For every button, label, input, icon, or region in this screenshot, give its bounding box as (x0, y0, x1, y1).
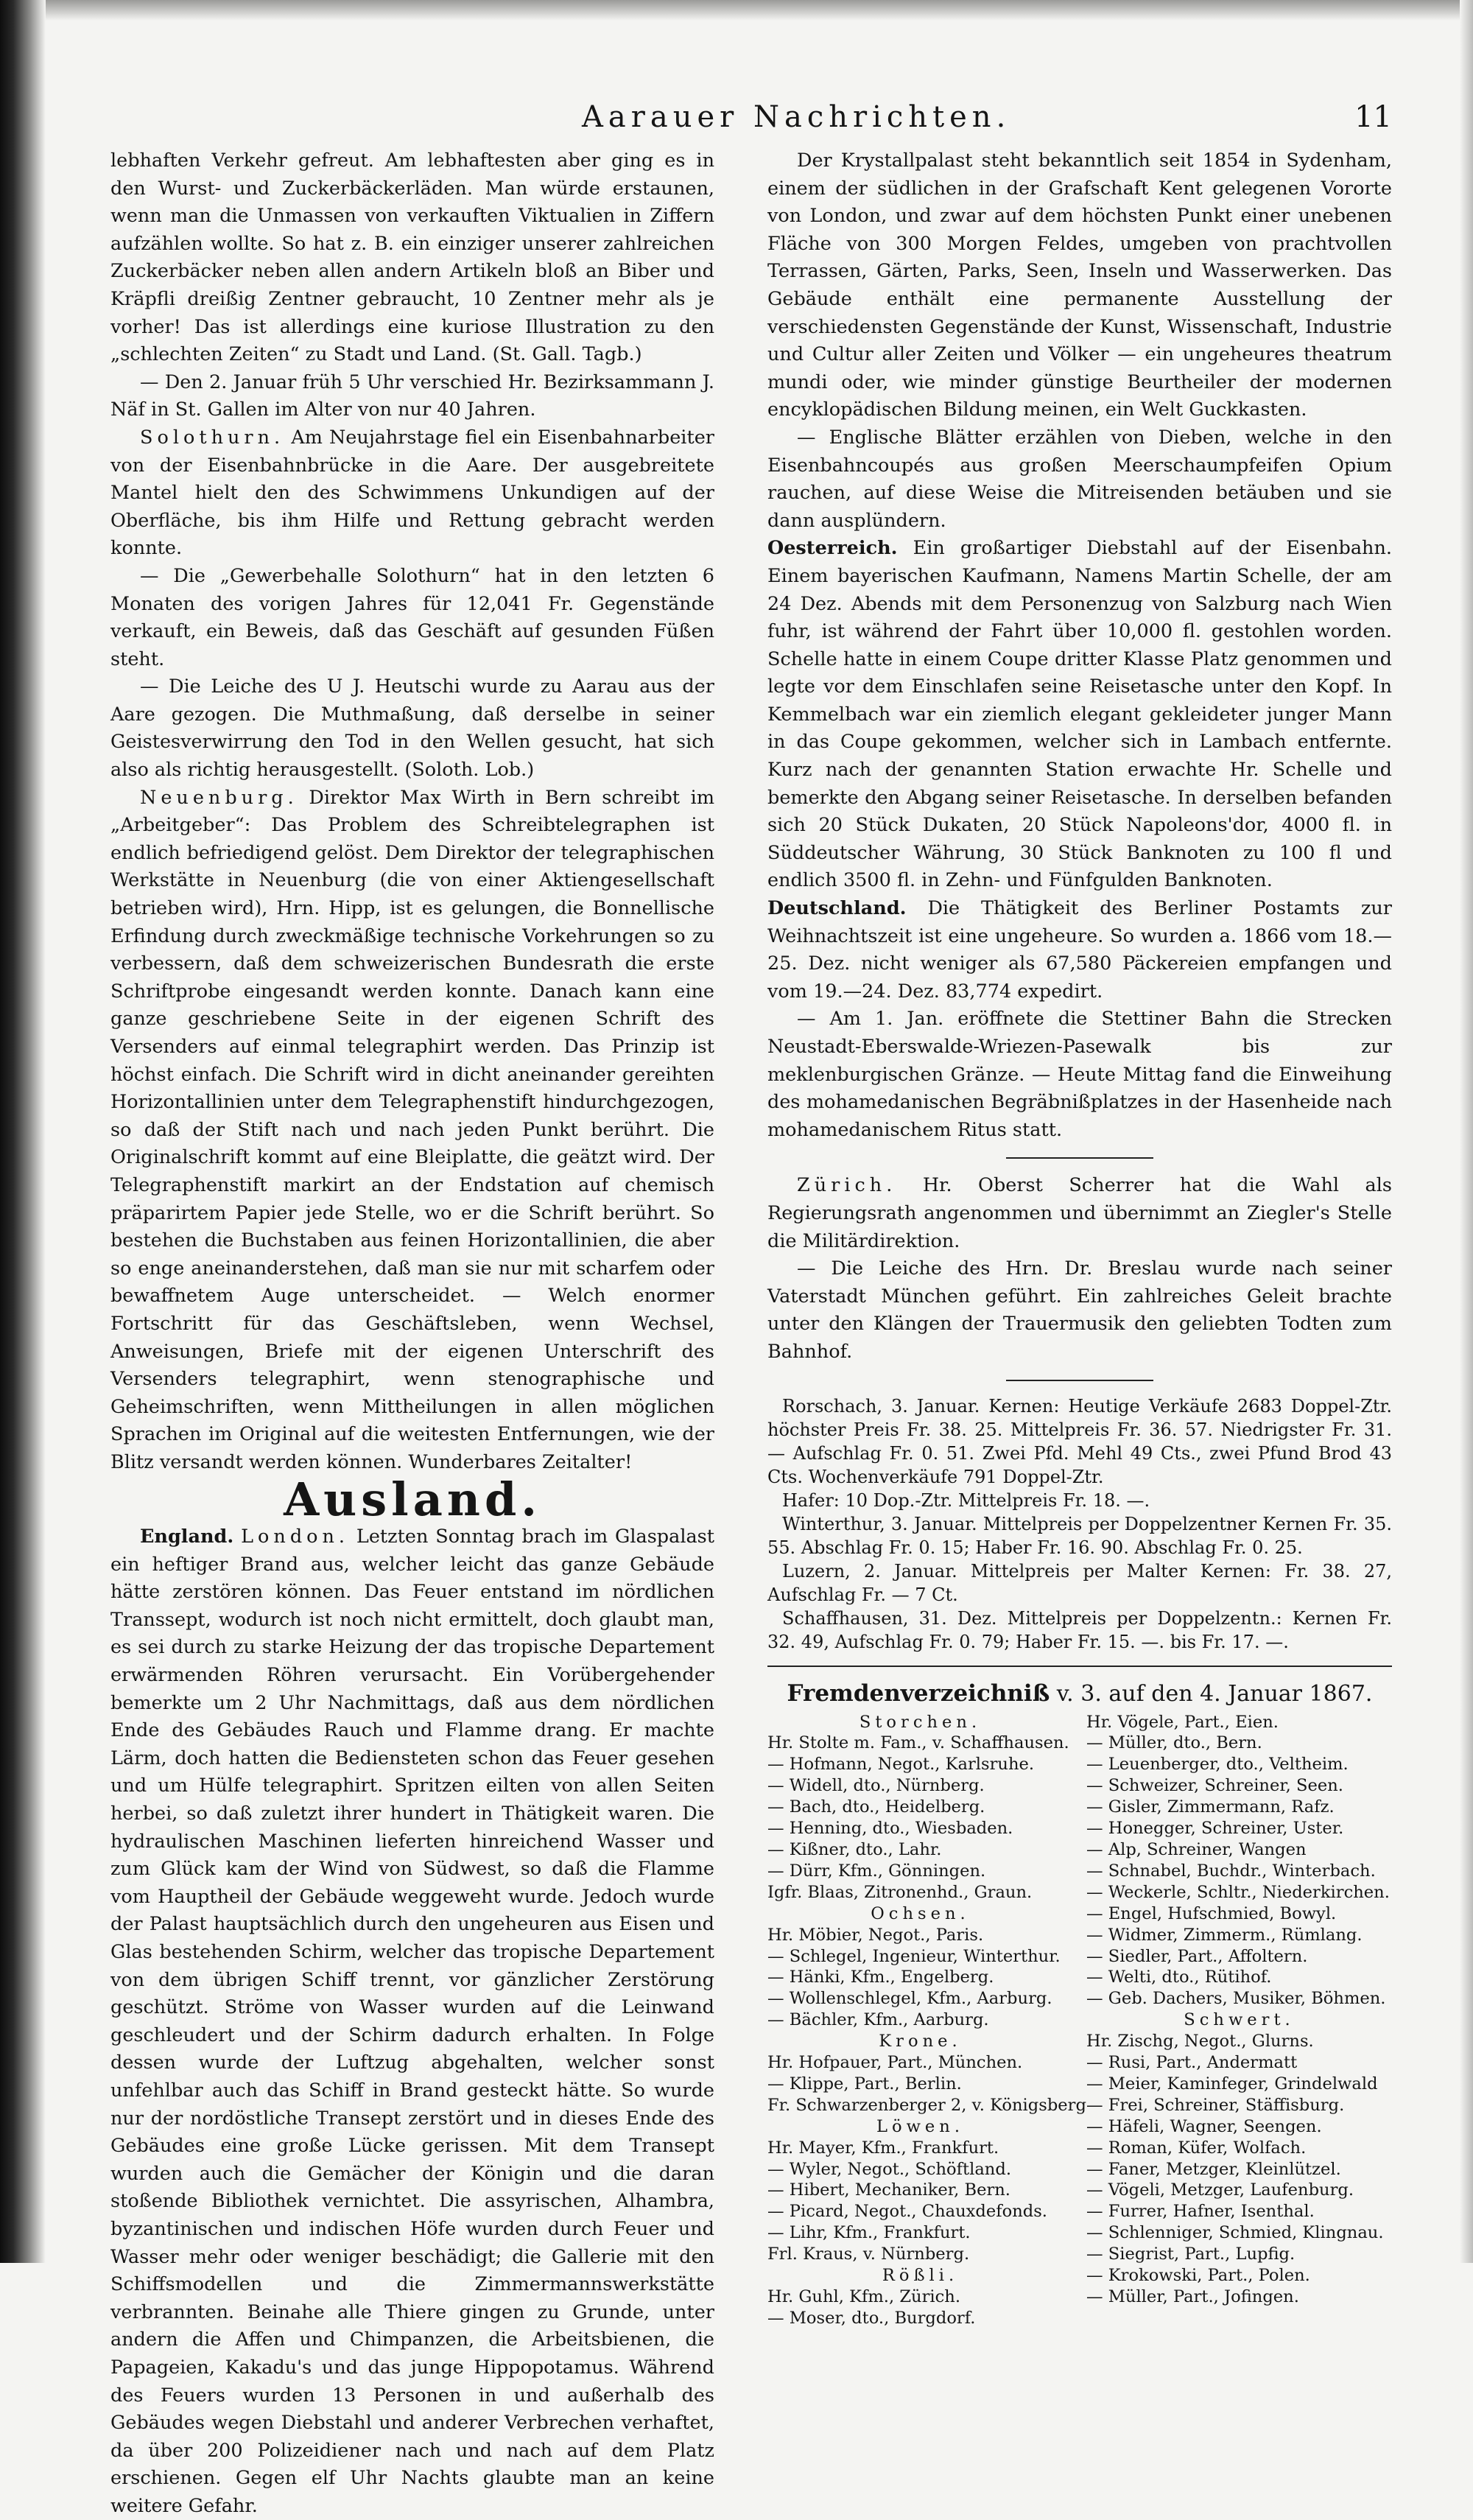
guest-entry: — Müller, Part., Jofingen. (1086, 2287, 1299, 2306)
guest-entry: — Moser, dto., Burgdorf. (767, 2308, 976, 2328)
guest-entry: — Schlenniger, Schmied, Klingnau. (1086, 2223, 1384, 2243)
guest-entry: — Frei, Schreiner, Stäffisburg. (1086, 2095, 1345, 2115)
country-oesterreich: Oesterreich. (767, 537, 898, 560)
guest-entry: — Hofmann, Negot., Karlsruhe. (767, 1755, 1035, 1775)
right-column (767, 147, 1392, 2329)
article-text: Ein großartiger Diebstahl auf der Eisenbahn. Einem bayerischen Kaufmann, Namens Martin Schelle, der am 24 Dez. Abends mit dem Personenzug von Salzburg nach Wien fuhr, ist während der Fahrt über 10,000 fl. gestohlen worden. Schelle hatte in einem Coupe dritter Klasse Platz genommen und legte vor dem Einschlafen seine Reisetasche unter den Kopf. In Kemmelbach war ein ziemlich elegant gekleideter junger Mann in das Coupe gekommen, welcher sich in Lambach entfernte. Kurz nach der genannten Station erwachte Hr. Schelle und bemerkte den Abgang seiner Reisetasche. In derselben befanden sich 20 Stück Dukaten, 20 Stück Napoleons'dor, 4000 fl. in Süddeutscher Währung, 30 Stück Banknoten zu 100 fl und endlich 3500 fl. in Zehn- und Fünfgulden Banknoten. (767, 537, 1392, 892)
guest-list-right-column (1086, 1712, 1392, 2329)
guest-entry: — Schlegel, Ingenieur, Winterthur. (767, 1946, 1061, 1966)
placename-neuenburg: Neuenburg. (140, 786, 298, 809)
guest-entry: Hr. Stolte m. Fam., v. Schaffhausen. (767, 1733, 1069, 1753)
hotel-heading: Ochsen. (871, 1903, 970, 1923)
market-rorschach-hafer: Hafer: 10 Dop.-Ztr. Mittelpreis Fr. 18. —. (782, 1489, 1150, 1511)
guest-entry: — Leuenberger, dto., Veltheim. (1086, 1755, 1349, 1775)
guest-entry: — Wollenschlegel, Kfm., Aarburg. (767, 1989, 1052, 2009)
guest-entry: — Welti, dto., Rütihof. (1086, 1968, 1272, 1987)
article-stettiner-bahn: — Am 1. Jan. eröffnete die Stettiner Bahn die Strecken Neustadt-Eberswalde-Wriezen-Pasewalk bis zur meklenburgischen Gränze. — Heute Mittag fand die Einweihung des mohamedanischen Begräbnißplatzes in der Hasenheide nach mohamedanischem Ritus statt. (767, 1008, 1392, 1141)
country-deutschland: Deutschland. (767, 897, 907, 920)
guest-entry: — Klippe, Part., Berlin. (767, 2074, 962, 2093)
market-rorschach: Rorschach, 3. Januar. Kernen: Heutige Verkäufe 2683 Doppel-Ztr. höchster Preis Fr. 38. 25. Mittelpreis Fr. 36. 57. Niedrigster Fr. 31. — Aufschlag Fr. 0. 51. Zwei Pfd. Mehl 49 Cts., zwei Pfund Brod 43 Cts. Wochenverkäufe 791 Doppel-Ztr. (767, 1395, 1392, 1487)
article-gewerbehalle: — Die „Gewerbehalle Solothurn“ hat in den letzten 6 Monaten des vorigen Jahres für 12,041 Fr. Gegenstände verkauft, ein Beweis, daß das Geschäft auf gesunden Füßen steht. (110, 564, 714, 670)
market-luzern: Luzern, 2. Januar. Mittelpreis per Malter Kernen: Fr. 38. 27, Aufschlag Fr. — 7 Ct. (767, 1560, 1392, 1605)
guest-entry: — Picard, Negot., Chauxdefonds. (767, 2202, 1047, 2222)
guest-entry: Fr. Schwarzenberger 2, v. Königsberg (767, 2095, 1086, 2115)
guest-list-title (767, 1679, 1392, 1709)
scan-edge-right (1460, 0, 1473, 2263)
placename-zuerich: Zürich. (797, 1174, 897, 1197)
guest-entry: — Schnabel, Buchdr., Winterbach. (1086, 1861, 1376, 1881)
journal-title: Aarauer Nachrichten. (582, 100, 1011, 134)
guest-entry: Hr. Hofpauer, Part., München. (767, 2053, 1023, 2073)
article-opium-thieves: — Englische Blätter erzählen von Dieben, welche in den Eisenbahncoupés aus großen Meerschaumpfeifen Opium rauchen, auf diese Weise die Mitreisenden betäuben und sie dann ausplündern. (767, 426, 1392, 532)
guest-entry: Hr. Zischg, Negot., Glurns. (1086, 2032, 1314, 2052)
guest-entry: — Krokowski, Part., Polen. (1086, 2266, 1310, 2286)
guest-entry: — Alp, Schreiner, Wangen (1086, 1839, 1307, 1859)
article-text: Die Thätigkeit des Berliner Postamts zur Weihnachtszeit ist eine ungeheure. So wurden a. 1866 vom 18.—25. Dez. nicht weniger als 67,580 Päckereien empfangen und vom 19.—24. Dez. 83,774 expedirt. (767, 897, 1392, 1003)
guest-entry: — Siegrist, Part., Lupfig. (1086, 2245, 1296, 2264)
guest-entry: — Dürr, Kfm., Gönningen. (767, 1861, 986, 1881)
article-text: Letzten Sonntag brach im Glaspalast ein heftiger Brand aus, welcher leicht das ganze Gebäude hätte zerstören können. Das Feuer entstand im nördlichen Transsept, wodurch ist noch nicht ermittelt, doch glaubt man, es sei durch zu starke Heizung der das tropische Departement erwärmenden Röhren verursacht. Ein Vorübergehender bemerkte um 2 Uhr Nachmittags, daß aus dem nördlichen Ende des Gebäudes Rauch und Flamme drang. Er machte Lärm, doch hatten die Bediensteten schon das Feuer gesehen und um Hülfe telegraphirt. Spritzen eilten von allen Seiten herbei, so daß zuletzt ihrer hundert in Thätigkeit waren. Die hydraulischen Maschinen lieferten hinreichend Wasser und zum Glück kam der Wind von Südwest, so daß die Flamme vom Hauptheil der Gebäude weggeweht wurde. Jedoch wurde der Palast hauptsächlich durch den ungeheuren aus Eisen und Glas bestehenden Schirm, welcher das tropische Departement von dem übrigen Schiff trennt, vor gänzlicher Zerstörung geschützt. Ströme von Wasser wurden auf die Leinwand geschleudert und der Schirm dadurch erhalten. In Folge dessen wurde der Luftzug abgehalten, welcher sonst unfehlbar auch das Schiff in Brand gesteckt hätte. So wurde nur der nordöstliche Transept zerstört und in dieses Ende des Gebäudes eine große Lücke gerissen. Mit dem Transept wurden auch die Gemächer der Königin und die daran stoßende Bibliothek vernichtet. Die assyrischen, Alhambra, byzantinischen und indischen Höfe wurden durch Feuer und Wasser mehr oder weniger beschädigt; die Gallerie mit den Schiffsmodellen und die Zimmermannswerkstätte verbrannten. Beinahe alle Thiere gingen zu Grunde, unter andern die Affen und Chimpanzen, die Arbeitsbienen, die Papageien, Kakadu's und das junge Hippopotamus. Während des Feuers wurden 13 Personen in und außerhalb des Gebäudes wegen Diebstahl und anderer Verbrechen verhaftet, da über 200 Polizeidiener nach und nach auf dem Platz erschienen. Gegen elf Uhr Nachts glaubte man an keine weitere Gefahr. (110, 1526, 715, 2517)
guest-entry: — Vögeli, Metzger, Laufenburg. (1086, 2180, 1354, 2200)
article-st-gallen-obituary: — Den 2. Januar früh 5 Uhr verschied Hr. Bezirksammann J. Näf in St. Gallen im Alter von nur 40 Jahren. (110, 371, 714, 421)
guest-entry: — Geb. Dachers, Musiker, Böhmen. (1086, 1989, 1386, 2009)
guest-entry: — Hänki, Kfm., Engelberg. (767, 1968, 994, 1987)
article-heutschi: — Die Leiche des U J. Heutschi wurde zu Aarau aus der Aare gezogen. Die Muthmaßung, daß derselbe in seiner Geistesverwirrung den Tod in den Wellen gesucht, hat sich also als richtig herausgestellt. (Soloth. Lob.) (110, 675, 714, 782)
guest-entry: — Bach, dto., Heidelberg. (767, 1797, 985, 1817)
guest-entry: — Honegger, Schreiner, Uster. (1086, 1819, 1344, 1839)
guest-entry: — Meier, Kaminfeger, Grindelwald (1086, 2074, 1378, 2093)
guest-entry: — Kißner, dto., Lahr. (767, 1839, 942, 1859)
scan-edge-top (0, 0, 1473, 21)
article-st-gallen-markets: lebhaften Verkehr gefreut. Am lebhaftesten aber ging es in den Wurst- und Zuckerbäckerläden. Man würde erstaunen, wenn man die Unmassen von verkauften Viktualien in Ziffern aufzählen wollte. So hat z. B. ein einziger unserer zahlreichen Zuckerbäcker neben allen andern Artikeln bloß an Biber und Kräpfli dreißig Zentner gebraucht, 10 Zentner mehr als je vorher! Das ist allerdings eine kuriose Illustration zu den „schlechten Zeiten“ zu Stadt und Land. (St. Gall. Tagb.) (110, 150, 714, 366)
article-austria-theft (767, 535, 1392, 895)
guest-entry: Hr. Möbier, Negot., Paris. (767, 1925, 984, 1945)
guest-entry: — Schweizer, Schreiner, Seen. (1086, 1776, 1343, 1796)
article-breslau-funeral: — Die Leiche des Hrn. Dr. Breslau wurde nach seiner Vaterstadt München geführt. Ein zahlreiches Geleit brachte unter den Klängen der Trauermusik den geliebten Todten zum Bahnhof. (767, 1257, 1392, 1363)
scan-edge-left (0, 0, 46, 2263)
article-text: Direktor Max Wirth in Bern schreibt im „Arbeitgeber“: Das Problem des Schreibtelegraphen ist endlich befriedigend gelöst. Dem Direktor der telegraphischen Werkstätte in Neuenburg (die von einer Aktiengesellschaft betrieben wird), Hrn. Hipp, ist es gelungen, die Bonnellische Erfindung durch zweckmäßige technische Vorkehrungen so zu verbessern, daß dem schweizerischen Bundesrath die erste Schriftprobe eingesandt werden konnte. Danach kann eine ganze geschriebene Seite in der eigenen Schrift des Versenders auf einmal telegraphirt werden. Das Prinzip ist höchst einfach. Die Schrift wird in dicht aneinander gereihten Horizontallinien unter dem Telegraphenstift hindurchgezogen, so daß der Stift nach und nach jeden Punkt berührt. Die Originalschrift kommt auf eine Bleiplatte, die geätzt wird. Der Telegraphenstift markirt an der Endstation auf chemisch präparirtem Papier jede Stelle, wo er die Schrift berührt. So bestehen die Buchstaben aus feinen Horizontallinien, die aber so enge aneinanderstehen, daß man sie nur mit scharfem oder bewaffnetem Auge unterscheidet. — Welch enormer Fortschritt für das Geschäftsleben, wenn Wechsel, Anweisungen, Briefe mit der eigenen Unterschrift des Versenders telegraphirt, wenn stenographische und Geheimschriften, wenn Mittheilungen in allen möglichen Sprachen im Original auf die weitesten Entfernungen, wie der Blitz versandt werden können. Wunderbares Zeitalter! (110, 786, 714, 1473)
guest-entry: — Henning, dto., Wiesbaden. (767, 1819, 1013, 1839)
market-reports (767, 1394, 1392, 1654)
market-winterthur: Winterthur, 3. Januar. Mittelpreis per Doppelzentner Kernen Fr. 35. 55. Abschlag Fr. 0. 15; Haber Fr. 16. 90. Abschlag Fr. 0. 25. (767, 1513, 1392, 1558)
guest-list (767, 1712, 1392, 2329)
guest-entry: — Rusi, Part., Andermatt (1086, 2053, 1298, 2073)
guest-entry: — Roman, Küfer, Wolfach. (1086, 2138, 1307, 2158)
article-text: Hr. Oberst Scherrer hat die Wahl als Regierungsrath angenommen und übernimmt an Ziegler's Stelle die Militärdirektion. (767, 1174, 1393, 1252)
market-schaffhausen: Schaffhausen, 31. Dez. Mittelpreis per Doppelzentn.: Kernen Fr. 32. 49, Aufschlag Fr. 0. 79; Haber Fr. 15. —. bis Fr. 17. —. (767, 1607, 1392, 1652)
guest-list-title-bold: Fremdenverzeichniß (787, 1680, 1050, 1707)
guest-entry: Hr. Guhl, Kfm., Zürich. (767, 2287, 961, 2306)
guest-entry: Igfr. Blaas, Zitronenhd., Graun. (767, 1882, 1033, 1902)
guest-entry: — Siedler, Part., Affoltern. (1086, 1946, 1308, 1966)
guest-entry: — Bächler, Kfm., Aarburg. (767, 2010, 989, 2030)
divider-rule-full (767, 1666, 1392, 1667)
article-text: Am Neujahrstage fiel ein Eisenbahnarbeiter von der Eisenbahnbrücke in die Aare. Der ausgebreitete Mantel hielt den des Schwimmens Unkundigen auf der Oberfläche, bis ihm Hilfe und Rettung gebracht werden konnte. (110, 426, 714, 560)
hotel-heading: Rößli. (882, 2266, 959, 2286)
guest-entry: — Widell, dto., Nürnberg. (767, 1776, 985, 1796)
country-england: England. (140, 1526, 234, 1548)
page-number: 11 (1354, 100, 1392, 134)
article-zuerich-scherrer (767, 1172, 1392, 1255)
article-solothurn-rescue (110, 424, 714, 563)
guest-list-title-date: v. 3. auf den 4. Januar 1867. (1056, 1680, 1373, 1707)
guest-entry: — Lihr, Kfm., Frankfurt. (767, 2223, 971, 2243)
hotel-heading: Storchen. (859, 1712, 982, 1732)
guest-entry: — Gisler, Zimmermann, Rafz. (1086, 1797, 1335, 1817)
guest-entry: Hr. Vögele, Part., Eien. (1086, 1712, 1279, 1732)
guest-entry: — Furrer, Hafner, Isenthal. (1086, 2202, 1315, 2222)
article-crystal-palace: Der Krystallpalast steht bekanntlich seit 1854 in Sydenham, einem der südlichen in der Grafschaft Kent gelegenen Vororte von London, und zwar auf dem höchsten Punkt einer unebenen Fläche von 300 Morgen Feldes, umgeben von prachtvollen Terrassen, Gärten, Parks, Seen, Inseln und Wasserwerken. Das Gebäude enthält eine permanente Ausstellung der verschiedensten Gegenstände der Kunst, Wissenschaft, Industrie und Cultur aller Zeiten und Völker — ein ungeheures theatrum mundi oder, wie minder günstige Beurtheiler der modernen encyklopädischen Bildung meinen, ein Welt Guckkasten. (767, 150, 1392, 421)
hotel-heading: Löwen. (876, 2116, 965, 2136)
guest-entry: — Weckerle, Schltr., Niederkirchen. (1086, 1882, 1390, 1902)
article-london-crystal-palace-fire (110, 1523, 714, 2520)
guest-entry: — Widmer, Zimmerm., Rümlang. (1086, 1925, 1363, 1945)
placename-solothurn: Solothurn. (140, 426, 285, 449)
guest-list-left-column (767, 1712, 1086, 2329)
article-neuenburg-telegraph (110, 785, 714, 1477)
guest-entry: — Müller, dto., Bern. (1086, 1733, 1262, 1753)
placename-london: London. (241, 1526, 350, 1548)
guest-entry: — Häfeli, Wagner, Seengen. (1086, 2116, 1322, 2136)
divider-rule (1006, 1380, 1153, 1381)
hotel-heading: Schwert. (1184, 2010, 1295, 2030)
guest-entry: Hr. Mayer, Kfm., Frankfurt. (767, 2138, 999, 2158)
divider-rule (1006, 1157, 1153, 1159)
guest-entry: — Hibert, Mechaniker, Bern. (767, 2180, 1010, 2200)
guest-entry: — Faner, Metzger, Kleinlützel. (1086, 2159, 1341, 2179)
left-column (110, 147, 714, 2520)
section-title-ausland: Ausland. (284, 1472, 541, 1526)
guest-entry: Frl. Kraus, v. Nürnberg. (767, 2245, 970, 2264)
page-header (110, 100, 1392, 144)
guest-entry: — Wyler, Negot., Schöftland. (767, 2159, 1011, 2179)
article-germany-postamt (767, 895, 1392, 1005)
guest-entry: — Engel, Hufschmied, Bowyl. (1086, 1903, 1337, 1923)
hotel-heading: Krone. (879, 2032, 962, 2052)
